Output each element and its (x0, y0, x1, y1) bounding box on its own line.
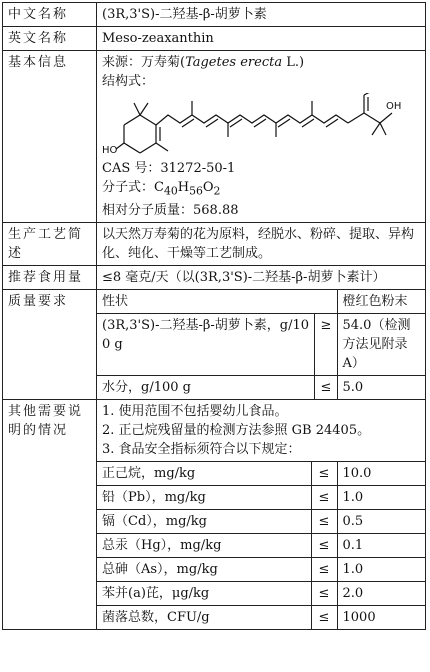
source-line: 来源：万寿菊(Tagetes erecta L.) (102, 55, 305, 70)
spec-table (2, 2, 426, 630)
limit-item: 镉（Cd），mg/kg (97, 509, 311, 533)
limit-value: 0.1 (337, 533, 425, 557)
label-english-name: 英文名称 (3, 27, 97, 51)
limit-item: 铅（Pb），mg/kg (97, 485, 311, 509)
label-process: 生产工艺简述 (3, 222, 97, 265)
note-item: 3. 食品安全指标须符合以下规定： (102, 441, 301, 457)
structural-formula-image (102, 93, 402, 159)
limit-value: 2.0 (337, 581, 425, 605)
limit-row (97, 605, 425, 629)
value-process: 以天然万寿菊的花为原料，经脱水、粉碎、提取、异构化、纯化、干燥等工艺制成。 (97, 222, 426, 265)
limit-item: 总砷（As），mg/kg (97, 557, 311, 581)
limit-row (97, 581, 425, 605)
note-item: 2. 正己烷残留量的检测方法参照 GB 24405。 (102, 422, 371, 438)
row-basic-info (3, 51, 426, 223)
limit-value: 0.5 (337, 509, 425, 533)
limit-row (97, 557, 425, 581)
limit-value: 1.0 (337, 485, 425, 509)
limits-subtable (97, 461, 425, 629)
limit-value: 1000 (337, 605, 425, 629)
quality-cell (97, 289, 426, 399)
value-intake: ≤8 毫克/天（以(3R,3'S)-二羟基-β-胡萝卜素计） (97, 265, 426, 289)
row-english-name (3, 27, 426, 51)
value-english-name: Meso-zeaxanthin (97, 27, 426, 51)
limit-value: 10.0 (337, 461, 425, 485)
basic-info-cell (97, 51, 426, 223)
row-intake (3, 265, 426, 289)
limit-item: 正己烷，mg/kg (97, 461, 311, 485)
molecular-weight: 相对分子质量：568.88 (102, 202, 239, 218)
molecular-formula: 分子式：$C_{40}H_{56}O_2$ (102, 180, 221, 198)
limit-item: 总汞（Hg），mg/kg (97, 533, 311, 557)
limit-symbol: ≤ (311, 509, 337, 533)
quality-item: 水分，g/100 g (97, 375, 315, 399)
limit-item: 菌落总数，CFU/g (97, 605, 311, 629)
value-chinese-name: (3R,3'S)-二羟基-β-胡萝卜素 (97, 3, 426, 27)
structure-label: 结构式： (102, 74, 155, 89)
note-item: 1. 使用范围不包括婴幼儿食品。 (102, 403, 288, 419)
row-process (3, 222, 426, 265)
quality-symbol: ≥ (315, 313, 337, 375)
row-other (3, 399, 426, 629)
quality-row (97, 313, 425, 375)
label-basic-info: 基本信息 (3, 51, 97, 223)
quality-subtable (97, 290, 425, 399)
quality-row (97, 290, 425, 314)
limit-row (97, 533, 425, 557)
limit-symbol: ≤ (311, 485, 337, 509)
limit-row (97, 485, 425, 509)
limit-item: 苯并(a)芘，μg/kg (97, 581, 311, 605)
quality-item: (3R,3'S)-二羟基-β-胡萝卜素，g/100 g (97, 313, 315, 375)
cas-number: CAS 号：31272-50-1 (102, 161, 236, 176)
hydroxyl-left: HO (102, 145, 118, 156)
label-quality: 质量要求 (3, 289, 97, 399)
limit-symbol: ≤ (311, 581, 337, 605)
label-other: 其他需要说明的情况 (3, 399, 97, 629)
quality-value: 橙红色粉末 (337, 290, 425, 314)
row-chinese-name (3, 3, 426, 27)
quality-value: 5.0 (337, 375, 425, 399)
limit-symbol: ≤ (311, 605, 337, 629)
latin-name: Tagetes erecta (185, 55, 283, 70)
other-cell (97, 399, 426, 629)
limit-row (97, 461, 425, 485)
quality-item: 性状 (97, 290, 337, 314)
limit-row (97, 509, 425, 533)
hydroxyl-right: OH (386, 101, 402, 112)
limit-symbol: ≤ (311, 461, 337, 485)
row-quality (3, 289, 426, 399)
quality-value: 54.0（检测方法见附录 A） (337, 313, 425, 375)
label-intake: 推荐食用量 (3, 265, 97, 289)
limit-value: 1.0 (337, 557, 425, 581)
limit-symbol: ≤ (311, 557, 337, 581)
quality-row (97, 375, 425, 399)
quality-symbol: ≤ (315, 375, 337, 399)
label-chinese-name: 中文名称 (3, 3, 97, 27)
limit-symbol: ≤ (311, 533, 337, 557)
